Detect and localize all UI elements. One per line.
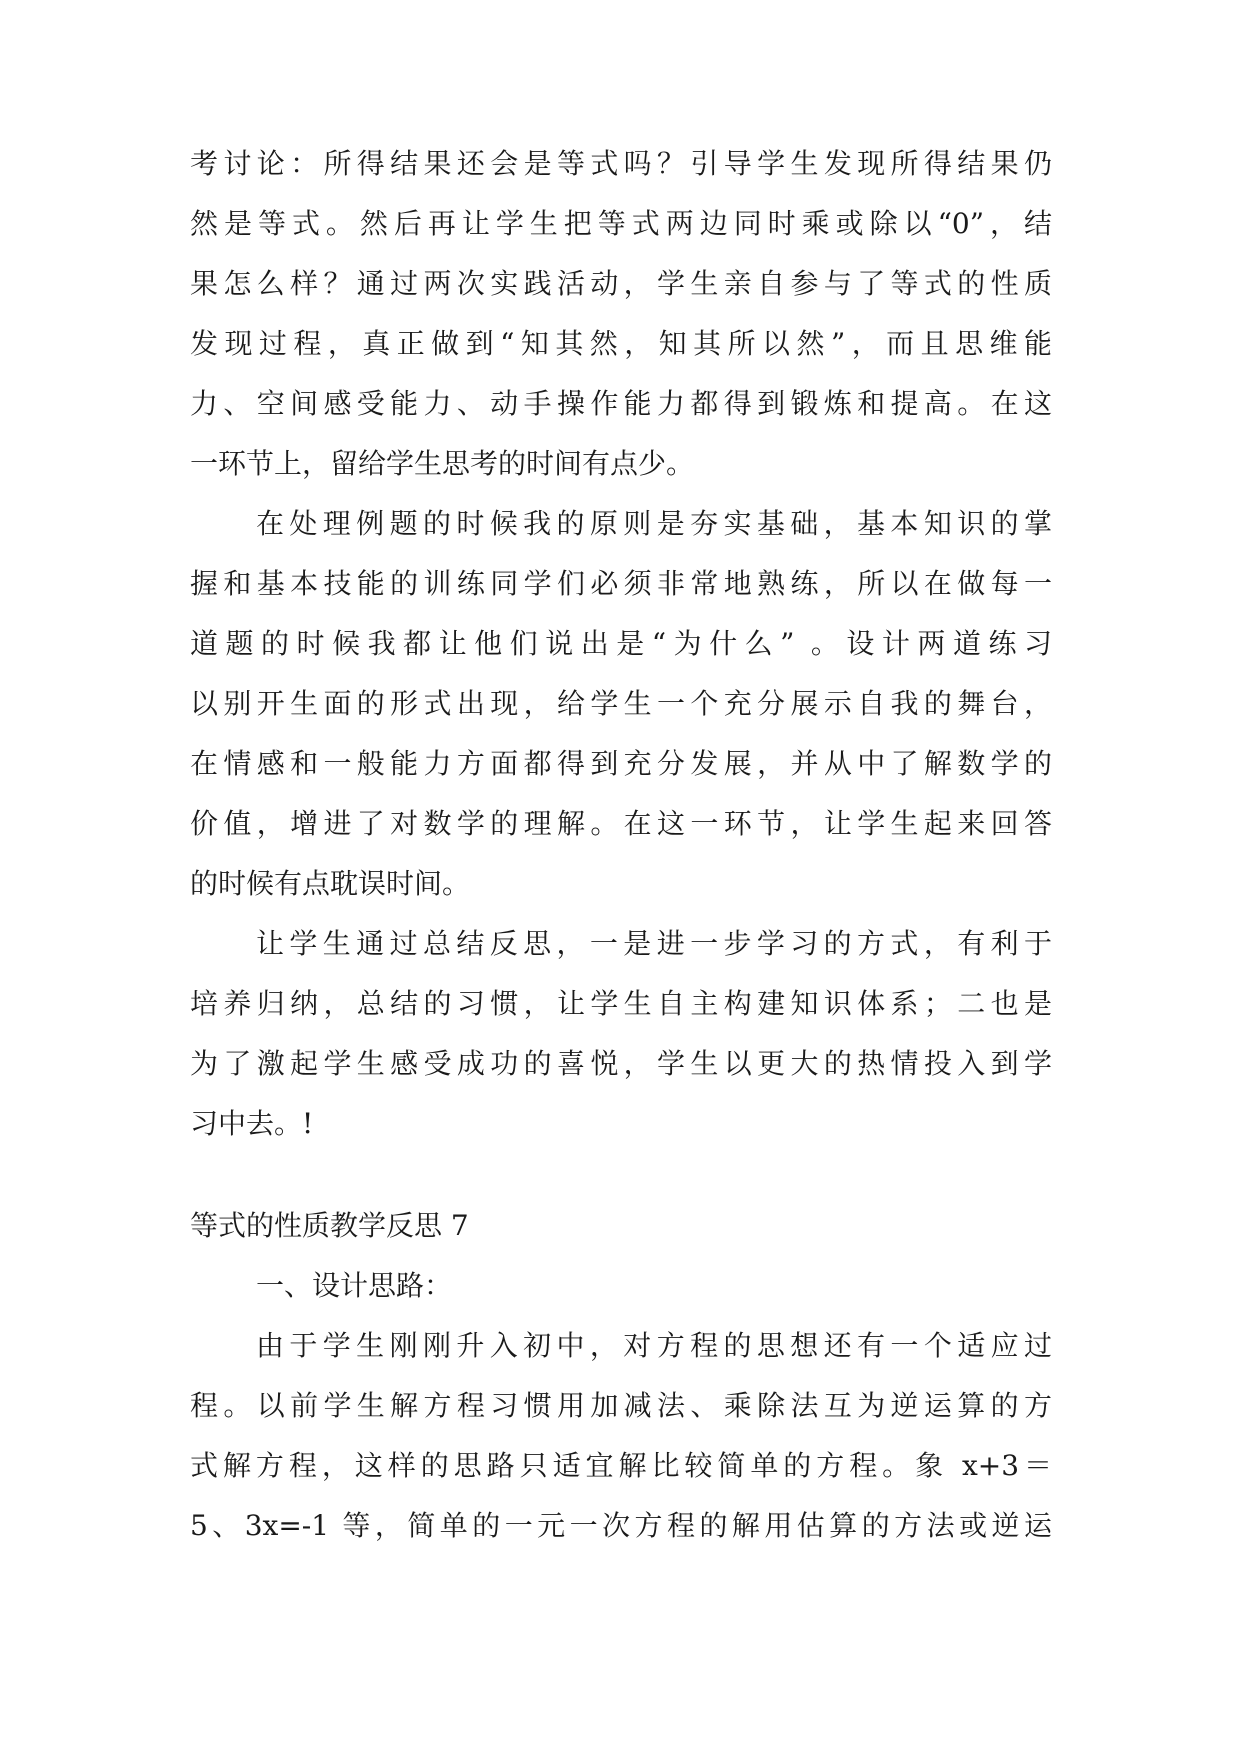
text-line: 让学生通过总结反思，一是进一步学习的方式，有利于 [256,927,1052,960]
text-line: 在情感和一般能力方面都得到充分发展，并从中了解数学的 [190,747,1052,780]
text-line: 然是等式。然后再让学生把等式两边同时乘或除以“0”，结 [190,207,1052,240]
text-line: 力、空间感受能力、动手操作能力都得到锻炼和提高。在这 [190,387,1052,420]
text-line: 道题的时候我都让他们说出是“为什么” 。设计两道练习 [190,627,1052,660]
text-line: 果怎么样？通过两次实践活动，学生亲自参与了等式的性质 [190,267,1052,300]
text-line: 价值，增进了对数学的理解。在这一环节，让学生起来回答 [190,807,1052,840]
text-line: 以别开生面的形式出现，给学生一个充分展示自我的舞台， [190,687,1052,720]
text-line: 习中去。! [190,1107,314,1140]
text-line: 考讨论：所得结果还会是等式吗？引导学生发现所得结果仍 [190,147,1052,180]
subheading: 一、设计思路： [256,1269,453,1302]
text-line: 的时候有点耽误时间。 [190,867,471,900]
section-title: 等式的性质教学反思 7 [190,1209,469,1242]
text-line: 握和基本技能的训练同学们必须非常地熟练，所以在做每一 [190,567,1052,600]
text-line: 在处理例题的时候我的原则是夯实基础，基本知识的掌 [256,507,1052,540]
text-line: 式解方程，这样的思路只适宜解比较简单的方程。象 x+3＝ [190,1449,1052,1482]
text-line: 5、3x=-1 等，简单的一元一次方程的解用估算的方法或逆运 [190,1509,1052,1542]
text-line: 为了激起学生感受成功的喜悦，学生以更大的热情投入到学 [190,1047,1052,1080]
text-line: 培养归纳，总结的习惯，让学生自主构建知识体系；二也是 [190,987,1052,1020]
text-line: 一环节上，留给学生思考的时间有点少。 [190,447,695,480]
text-line: 由于学生刚刚升入初中，对方程的思想还有一个适应过 [256,1329,1052,1362]
text-line: 发现过程，真正做到“知其然，知其所以然”，而且思维能 [190,327,1052,360]
text-line: 程。以前学生解方程习惯用加减法、乘除法互为逆运算的方 [190,1389,1052,1422]
